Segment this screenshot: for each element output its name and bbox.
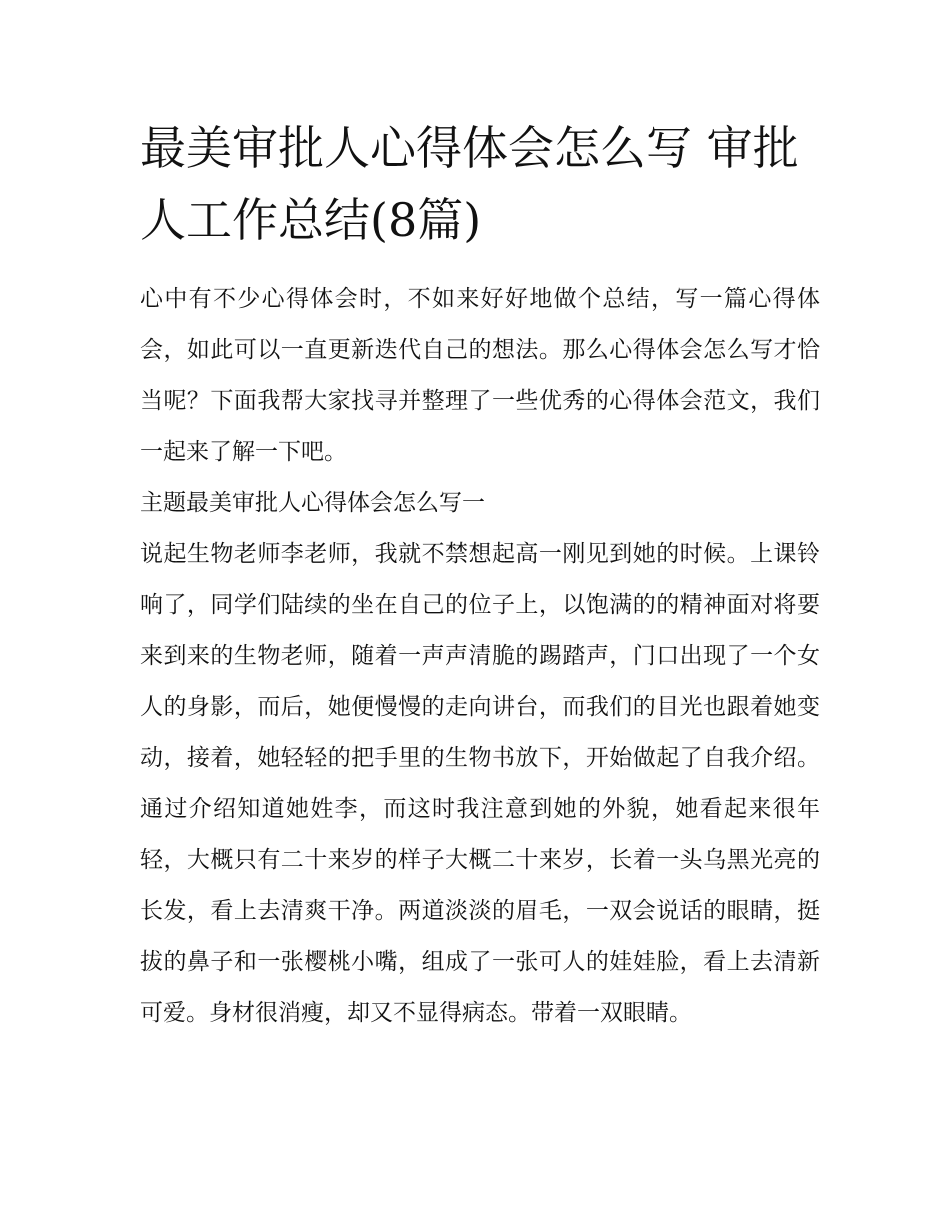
section-heading: 主题最美审批人心得体会怎么写一 [140,490,485,516]
document-title: 最美审批人心得体会怎么写 审批人工作总结(8篇) [140,121,799,247]
body-paragraph: 说起生物老师李老师，我就不禁想起高一刚见到她的时候。上课铃响了，同学们陆续的坐在自己的位子上，以饱满的的精神面对将要来到来的生物老师，随着一声声清脆的踢踏声，门口出现了一个女人的身影，而后，她便慢慢的走向讲台，而我们的目光也跟着她变动，接着，她轻轻的把手里的生物书放下，开始做起了自我介绍。通过介绍知道她姓李，而这时我注意到她的外貌，她看起来很年轻，大概只有二十来岁的样子大概二十来岁，长着一头乌黑光亮的长发，看上去清爽干净。两道淡淡的眉毛，一双会说话的眼睛，挺拔的鼻子和一张樱桃小嘴，组成了一张可人的娃娃脸，看上去清新可爱。身材很消瘦，却又不显得病态。带着一双眼睛。 [140,541,820,1026]
document-body [140,274,820,1039]
intro-paragraph: 心中有不少心得体会时，不如来好好地做个总结，写一篇心得体会，如此可以一直更新迭代自己的想法。那么心得体会怎么写才恰当呢？下面我帮大家找寻并整理了一些优秀的心得体会范文，我们一起来了解一下吧。 [140,286,820,465]
